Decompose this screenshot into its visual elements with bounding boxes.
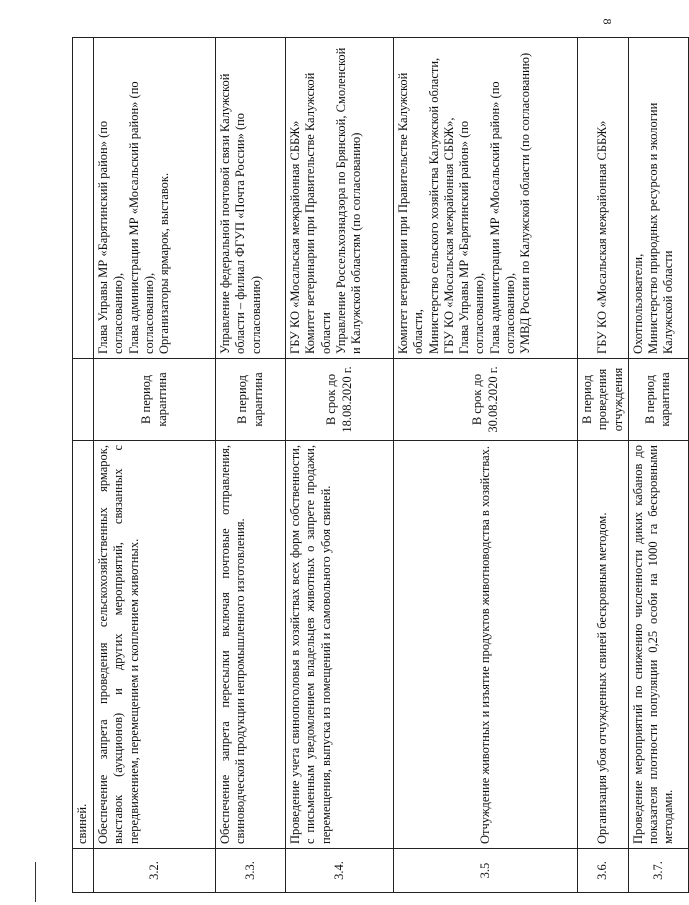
row-number: 3.6.	[578, 849, 629, 893]
row-action: Проведение мероприятий по снижению численности диких кабанов до показателя плотности популяции 0,25 особи на 1000 га бескровными методами.	[628, 441, 688, 849]
row-number: 3.5	[394, 849, 578, 893]
table-row	[628, 38, 688, 893]
row-term: В период карантина	[628, 359, 688, 441]
cell-empty	[73, 849, 94, 893]
cell-empty	[73, 359, 94, 441]
measures-table	[72, 37, 689, 893]
row-term: В срок до 18.08.2020 г.	[286, 359, 394, 441]
cell-empty	[73, 38, 94, 359]
row-responsible: ГБУ КО «Мосальская межрайонная СББЖ» Комитет ветеринарии при Правительстве Калужской области Управление Россельхознадзора по Брянской, Смоленской и Калужской областям (по согласованию)	[286, 38, 394, 359]
table-row	[94, 38, 216, 893]
table-row-continuation	[73, 38, 94, 893]
table-row	[216, 38, 286, 893]
row-action: Отчуждение животных и изъятие продуктов животноводства в хозяйствах.	[394, 441, 578, 849]
row-number: 3.7.	[628, 849, 688, 893]
row-number: 3.2.	[94, 849, 216, 893]
row-action: Обеспечение запрета проведения сельскохозяйственных ярмарок, выставок (аукционов) и других мероприятий, связанных с передвижением, перемещением и скоплением животных.	[94, 441, 216, 849]
row-term: В срок до 30.08.2020 г.	[394, 359, 578, 441]
row-action: Проведение учета свинопоголовья в хозяйствах всех форм собственности, с письменным уведомлением владельцев животных о запрете продажи, перемещения, выпуска из помещений и самовольного убоя свиней.	[286, 441, 394, 849]
margin-mark	[35, 862, 36, 902]
table-row	[578, 38, 629, 893]
row-number: 3.4.	[286, 849, 394, 893]
page-number: 8	[600, 18, 615, 25]
row-number: 3.3.	[216, 849, 286, 893]
row-responsible: Глава Управы МР «Барятинский район» (по согласованию), Глава администрации МР «Мосальский район» (по согласованию), Организаторы ярмарок, выставок.	[94, 38, 216, 359]
table-row	[286, 38, 394, 893]
row-term: В период проведения отчуждения	[578, 359, 629, 441]
row-term: В период карантина	[216, 359, 286, 441]
document-body	[72, 38, 680, 893]
row-action: Обеспечение запрета пересылки включая почтовые отправления, свиноводческой продукции непромышленного изготовления.	[216, 441, 286, 849]
row-responsible: Комитет ветеринарии при Правительстве Калужской области, Министерство сельского хозяйства Калужской области, ГБУ КО «Мосальская межрайонная СББЖ», Глава Управы МР «Барятинский район» (по согласованию), Глава администрации МР «Мосальский район» (по согласованию), УМВД России по Калужской области (по согласованию)	[394, 38, 578, 359]
row-responsible: ГБУ КО «Мосальская межрайонная СББЖ»	[578, 38, 629, 359]
row-action: Организация убоя отчужденных свиней бескровным методом.	[578, 441, 629, 849]
row-responsible: Управление федеральной почтовой связи Калужской области – филиал ФГУП «Почта России» (по согласованию)	[216, 38, 286, 359]
table-row	[394, 38, 578, 893]
rotated-page	[72, 38, 680, 893]
row-term: В период карантина	[94, 359, 216, 441]
row-responsible: Охотпользователи, Министерство природных ресурсов и экологии Калужской области	[628, 38, 688, 359]
continuation-cell: свиней.	[73, 441, 94, 849]
